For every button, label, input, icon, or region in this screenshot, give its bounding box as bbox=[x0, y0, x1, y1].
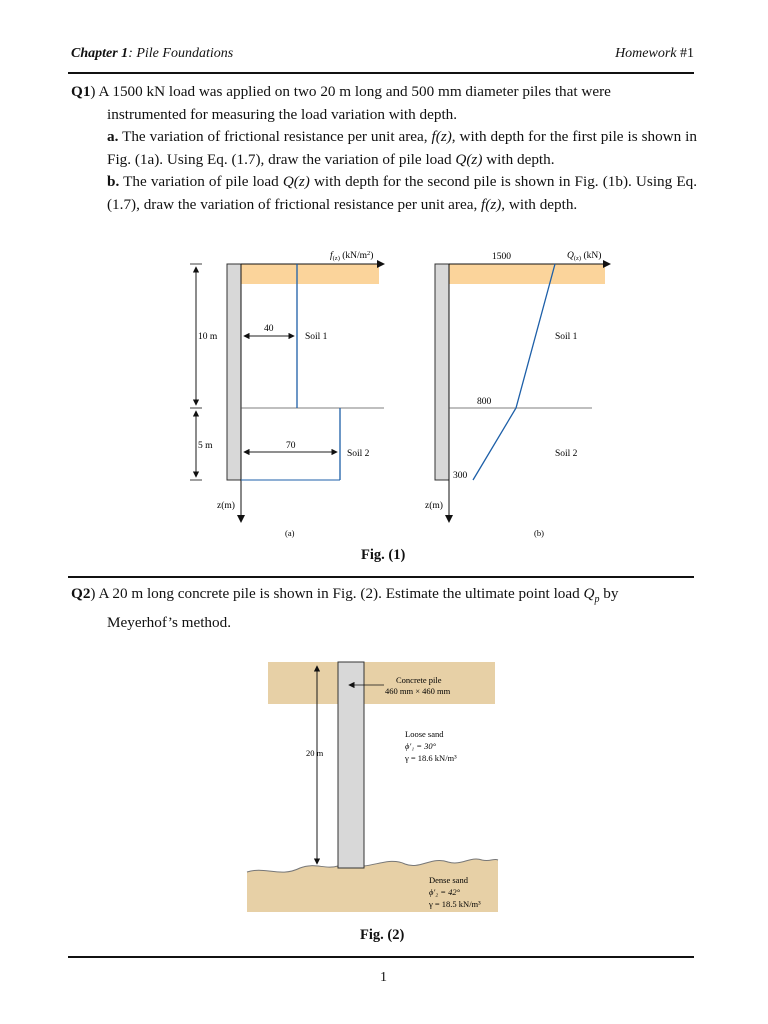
load-distribution-line bbox=[473, 264, 555, 480]
figure-2-caption: Fig. (2) bbox=[360, 927, 405, 943]
figure-2 bbox=[0, 650, 768, 920]
question-1: Q1) A 1500 kN load was applied on two 20 m long and 500 mm diameter piles that were instrumented for measuring the load variation with depth. a. The variation of frictional resistance per unit area, f(z), with depth for the first pile is shown in Fig. (1a). Using Eq. (1.7), draw the variation of pile load Q(z) with depth. b. The variation of pile load Q(z) with depth for the second pile is shown in Fig. (1b). Using Eq. (1.7), draw the variation of frictional resistance per unit area, f(z), with depth. bbox=[71, 83, 698, 213]
pile-label-1: Concrete pile bbox=[396, 675, 442, 685]
subcaption-b: (b) bbox=[534, 528, 544, 538]
soil-surface-band-b bbox=[449, 264, 605, 284]
pile-label-2: 460 mm × 460 mm bbox=[385, 686, 451, 696]
dense-sand-title: Dense sand bbox=[429, 875, 468, 885]
value-40-label: 40 bbox=[264, 324, 274, 334]
axis-label-q: $Q_{(z)}$ (kN) bbox=[567, 251, 602, 262]
soil2-label-b: Soil 2 bbox=[555, 449, 578, 459]
z-label-b: z(m) bbox=[425, 501, 443, 511]
depth-10m-label: 10 m bbox=[198, 332, 218, 342]
loose-sand-gamma: γ = 18.6 kN/m³ bbox=[405, 753, 457, 763]
pile-a bbox=[227, 264, 241, 480]
pile-b bbox=[435, 264, 449, 480]
footer-rule bbox=[68, 956, 694, 958]
soil1-label-b: Soil 1 bbox=[555, 332, 578, 342]
value-800-label: 800 bbox=[477, 397, 492, 407]
soil-surface-band bbox=[241, 264, 379, 284]
surface-sand-layer bbox=[268, 662, 495, 704]
dense-sand-gamma: γ = 18.5 kN/m³ bbox=[429, 899, 481, 909]
header-chapter: Chapter 1: Pile Foundations bbox=[71, 46, 234, 61]
loose-sand-phi: ϕ'₁ = 30° bbox=[405, 741, 437, 751]
subcaption-a: (a) bbox=[285, 528, 295, 538]
figure-1a bbox=[190, 250, 384, 538]
question-2: Q2) A 20 m long concrete pile is shown in Fig. (2). Estimate the ultimate point load $Q_p$ by Meyerhof’s method. bbox=[71, 585, 619, 631]
concrete-pile bbox=[338, 662, 364, 868]
header-homework: Homework #1 bbox=[615, 46, 694, 61]
value-300-label: 300 bbox=[453, 471, 468, 481]
loose-sand-title: Loose sand bbox=[405, 729, 444, 739]
figure-1-caption: Fig. (1) bbox=[361, 547, 406, 563]
value-70-label: 70 bbox=[286, 441, 296, 451]
value-1500-label: 1500 bbox=[492, 252, 511, 262]
section-rule bbox=[68, 576, 694, 578]
dense-sand-phi: ϕ'₂ = 42° bbox=[429, 887, 461, 897]
z-label-a: z(m) bbox=[217, 501, 235, 511]
header-rule bbox=[68, 72, 694, 74]
figure-1 bbox=[0, 240, 768, 550]
axis-label-f: $f_{(z)}$ $(kN/m^2)$ bbox=[330, 250, 374, 262]
figure-1b bbox=[425, 250, 610, 538]
depth-5m-label: 5 m bbox=[198, 441, 213, 451]
depth-20m-label: 20 m bbox=[306, 748, 324, 758]
soil2-label-a: Soil 2 bbox=[347, 449, 370, 459]
page-number: 1 bbox=[380, 970, 387, 985]
soil1-label-a: Soil 1 bbox=[305, 332, 328, 342]
